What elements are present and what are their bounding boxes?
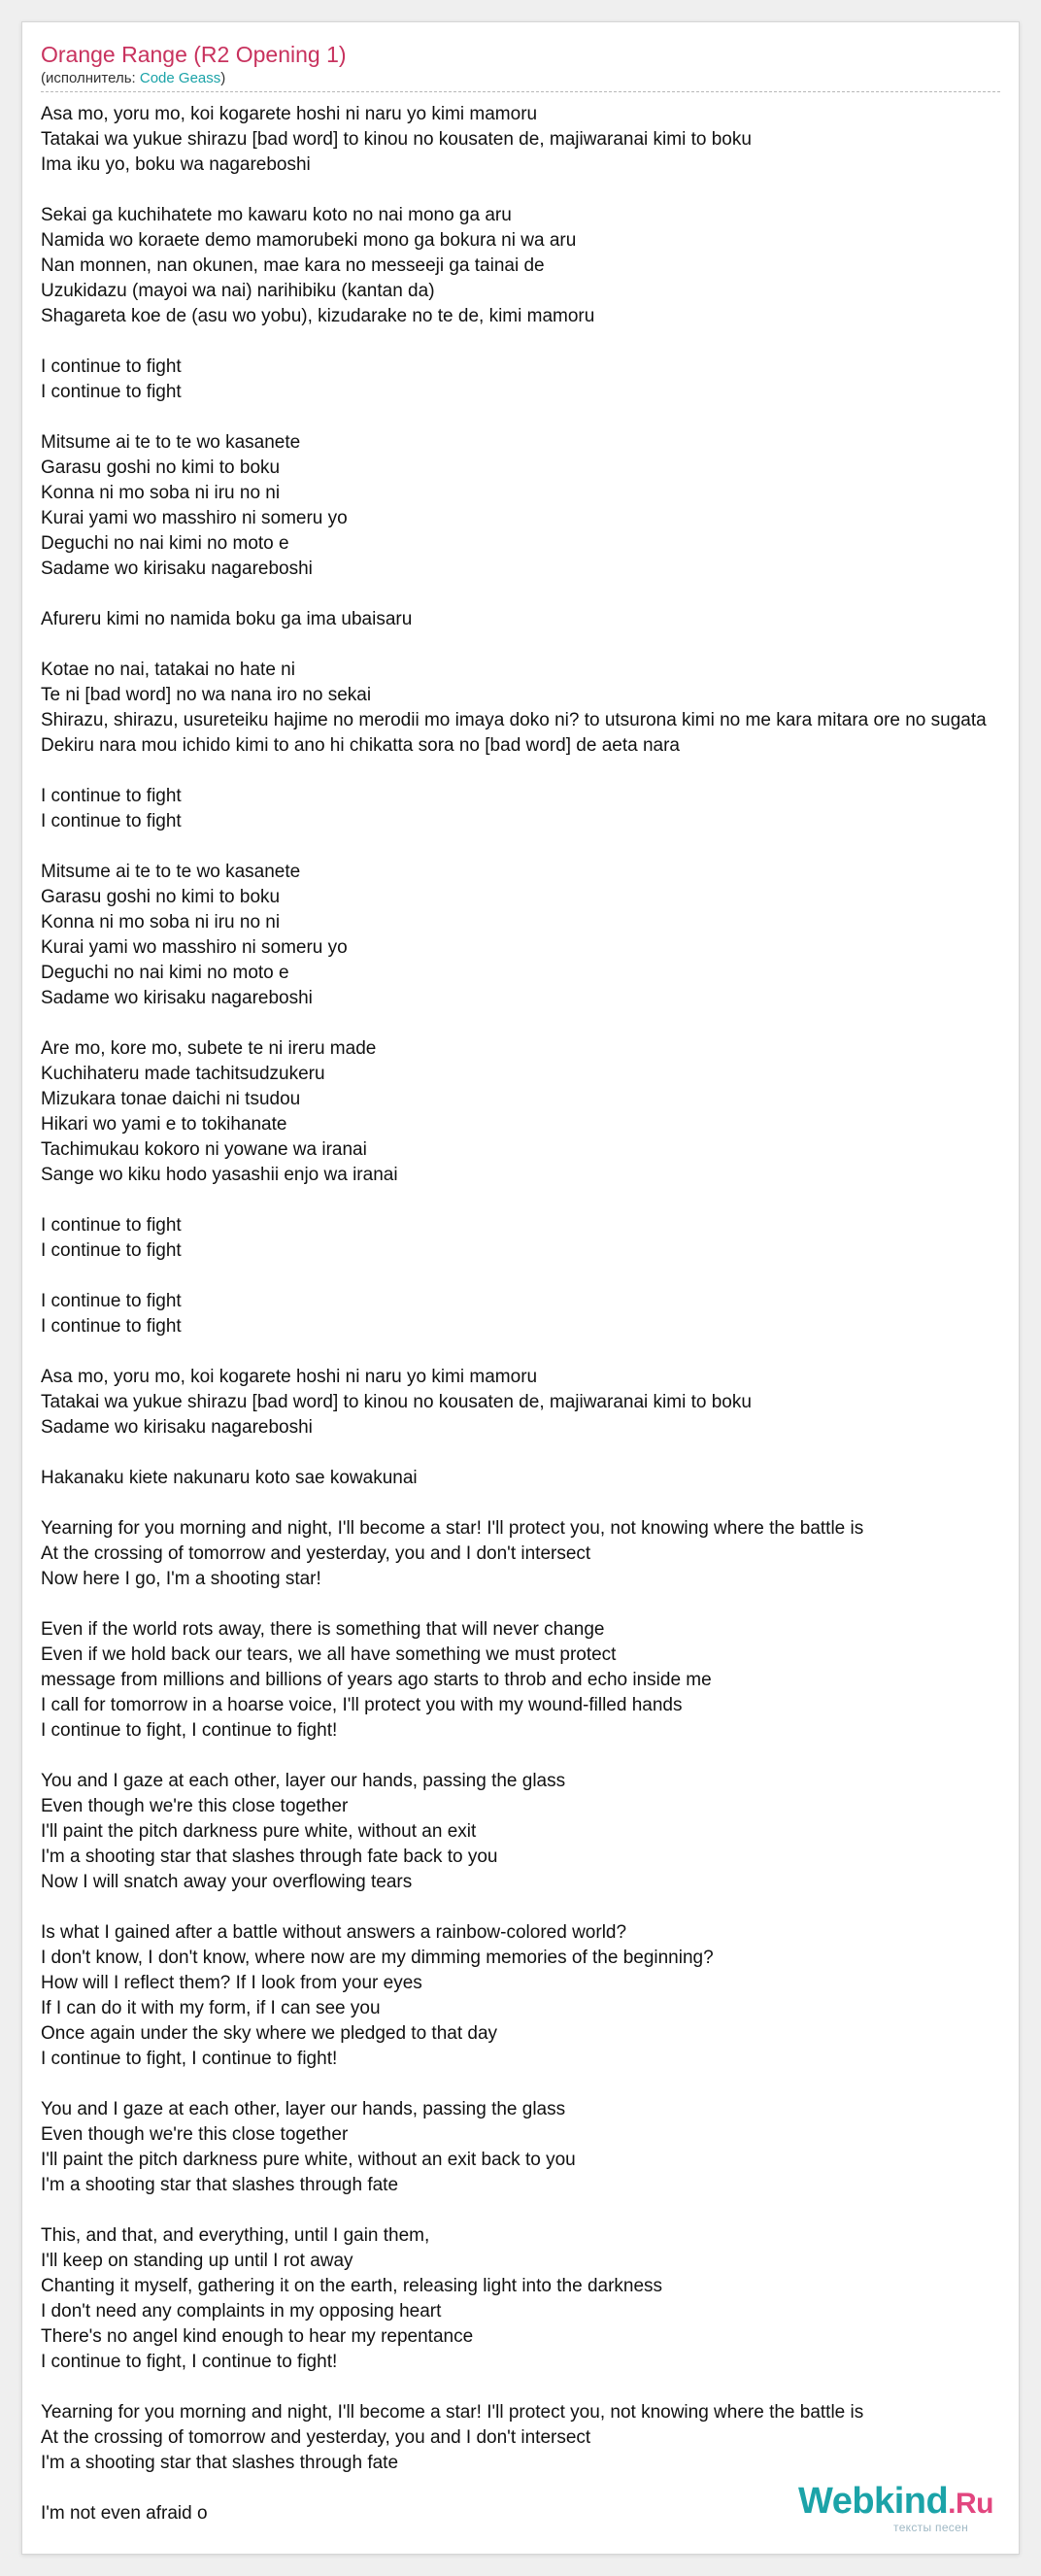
stanza-gap (41, 1744, 1020, 1769)
lyric-line: I'm a shooting star that slashes through fate (41, 2453, 399, 2473)
lyric-line: I continue to fight (41, 382, 182, 402)
lyric-line: Hakanaku kiete nakunaru koto sae kowakunai (41, 1468, 418, 1488)
lyrics-text (41, 102, 1020, 2526)
lyric-line: Garasu goshi no kimi to boku (41, 887, 281, 907)
artist-line (41, 70, 225, 87)
lyric-line: Even if the world rots away, there is something that will never change (41, 1619, 605, 1640)
lyric-line: Tatakai wa yukue shirazu [bad word] to kinou no kousaten de, majiwaranai kimi to boku (41, 129, 752, 150)
lyric-line: Garasu goshi no kimi to boku (41, 458, 281, 478)
lyric-line: Yearning for you morning and night, I'll become a star! I'll protect you, not knowing where the battle is (41, 2402, 864, 2423)
lyric-line: Namida wo koraete demo mamorubeki mono ga bokura ni wa aru (41, 230, 577, 251)
webkind-logo[interactable] (778, 2480, 993, 2536)
logo-tld: .Ru (948, 2488, 993, 2520)
lyric-line: Kurai yami wo masshiro ni someru yo (41, 937, 348, 958)
lyric-line: Even though we're this close together (41, 1796, 349, 1816)
lyric-line: Te ni [bad word] no wa nana iro no sekai (41, 685, 372, 705)
title-divider (41, 91, 1000, 92)
logo-wordmark (798, 2480, 993, 2525)
lyric-line: I continue to fight (41, 1316, 182, 1337)
lyric-line: I continue to fight (41, 786, 182, 806)
lyric-line: Dekiru nara mou ichido kimi to ano hi chikatta sora no [bad word] de aeta nara (41, 735, 680, 756)
lyric-line: I'm not even afraid o (41, 2503, 208, 2524)
lyric-line: I'm a shooting star that slashes through fate back to you (41, 1847, 498, 1867)
stanza-gap (41, 178, 1020, 203)
lyric-line: Deguchi no nai kimi no moto e (41, 533, 289, 554)
lyric-line: This, and that, and everything, until I gain them, (41, 2225, 430, 2246)
lyric-line: I'll paint the pitch darkness pure white, without an exit (41, 1821, 477, 1842)
lyric-line: There's no angel kind enough to hear my repentance (41, 2326, 474, 2347)
lyric-line: Now I will snatch away your overflowing tears (41, 1872, 413, 1892)
lyric-line: At the crossing of tomorrow and yesterday, you and I don't intersect (41, 2427, 591, 2448)
stanza-gap (41, 1011, 1020, 1036)
lyric-line: Mitsume ai te to te wo kasanete (41, 862, 301, 882)
logo-tagline: тексты песен (893, 2521, 968, 2534)
stanza-gap (41, 1441, 1020, 1466)
logo-name: Webkind (798, 2481, 949, 2522)
lyric-line: Tatakai wa yukue shirazu [bad word] to kinou no kousaten de, majiwaranai kimi to boku (41, 1392, 752, 1412)
lyric-line: Chanting it myself, gathering it on the earth, releasing light into the darkness (41, 2276, 663, 2296)
artist-suffix: ) (220, 70, 226, 86)
lyric-line: Are mo, kore mo, subete te ni ireru made (41, 1038, 377, 1059)
lyric-line: Is what I gained after a battle without answers a rainbow-colored world? (41, 1922, 627, 1943)
lyric-line: Yearning for you morning and night, I'll become a star! I'll protect you, not knowing where the battle is (41, 1518, 864, 1539)
lyric-line: Tachimukau kokoro ni yowane wa iranai (41, 1139, 367, 1160)
lyric-line: Sange wo kiku hodo yasashii enjo wa iranai (41, 1165, 398, 1185)
lyric-line: I continue to fight (41, 1291, 182, 1311)
stanza-gap (41, 2198, 1020, 2223)
lyric-line: Deguchi no nai kimi no moto e (41, 963, 289, 983)
song-title: Orange Range (R2 Opening 1) (41, 42, 347, 67)
lyric-line: You and I gaze at each other, layer our hands, passing the glass (41, 1771, 566, 1791)
lyric-line: Kuchihateru made tachitsudzukeru (41, 1064, 325, 1084)
lyric-line: Now here I go, I'm a shooting star! (41, 1569, 321, 1589)
lyric-line: Sadame wo kirisaku nagareboshi (41, 988, 313, 1008)
lyric-line: Hikari wo yami e to tokihanate (41, 1114, 287, 1135)
lyric-line: Konna ni mo soba ni iru no ni (41, 912, 281, 932)
lyric-line: Uzukidazu (mayoi wa nai) narihibiku (kantan da) (41, 281, 435, 301)
lyric-line: Sadame wo kirisaku nagareboshi (41, 559, 313, 579)
stanza-gap (41, 632, 1020, 658)
lyric-line: Konna ni mo soba ni iru no ni (41, 483, 281, 503)
stanza-gap (41, 759, 1020, 784)
lyric-line: I call for tomorrow in a hoarse voice, I'll protect you with my wound-filled hands (41, 1695, 683, 1715)
lyric-line: Once again under the sky where we pledged to that day (41, 2023, 498, 2044)
lyric-line: Sekai ga kuchihatete mo kawaru koto no nai mono ga aru (41, 205, 512, 225)
lyric-line: If I can do it with my form, if I can see you (41, 1998, 381, 2018)
lyric-line: I continue to fight, I continue to fight! (41, 1720, 338, 1741)
lyric-line: Even though we're this close together (41, 2124, 349, 2145)
lyric-line: Kotae no nai, tatakai no hate ni (41, 660, 295, 680)
lyric-line: message from millions and billions of years ago starts to throb and echo inside me (41, 1670, 712, 1690)
lyric-line: I'll keep on standing up until I rot away (41, 2251, 353, 2271)
lyric-line: I don't need any complaints in my opposing heart (41, 2301, 442, 2322)
lyric-line: At the crossing of tomorrow and yesterday, you and I don't intersect (41, 1543, 591, 1564)
stanza-gap (41, 1491, 1020, 1516)
lyric-line: I don't know, I don't know, where now are my dimming memories of the beginning? (41, 1948, 714, 1968)
lyric-line: Kurai yami wo masshiro ni someru yo (41, 508, 348, 528)
artist-prefix: (исполнитель: (41, 70, 140, 86)
lyrics-card (21, 21, 1020, 2555)
lyric-line: How will I reflect them? If I look from your eyes (41, 1973, 422, 1993)
lyric-line: I continue to fight, I continue to fight! (41, 2352, 338, 2372)
lyric-line: Mizukara tonae daichi ni tsudou (41, 1089, 301, 1109)
lyric-line: I continue to fight (41, 811, 182, 831)
lyric-line: You and I gaze at each other, layer our hands, passing the glass (41, 2099, 566, 2119)
artist-link[interactable]: Code Geass (139, 70, 221, 86)
stanza-gap (41, 582, 1020, 607)
lyric-line: Shagareta koe de (asu wo yobu), kizudarake no te de, kimi mamoru (41, 306, 595, 326)
stanza-gap (41, 329, 1020, 355)
lyric-line: Sadame wo kirisaku nagareboshi (41, 1417, 313, 1438)
lyric-line: I continue to fight, I continue to fight! (41, 2049, 338, 2069)
lyric-line: Ima iku yo, boku wa nagareboshi (41, 154, 311, 175)
lyric-line: I continue to fight (41, 1215, 182, 1236)
lyric-line: I continue to fight (41, 356, 182, 377)
lyric-line: I'll paint the pitch darkness pure white, without an exit back to you (41, 2150, 576, 2170)
stanza-gap (41, 405, 1020, 430)
stanza-gap (41, 1264, 1020, 1289)
lyric-line: I continue to fight (41, 1240, 182, 1261)
lyric-line: Even if we hold back our tears, we all have something we must protect (41, 1644, 617, 1665)
lyric-line: Asa mo, yoru mo, koi kogarete hoshi ni naru yo kimi mamoru (41, 104, 538, 124)
stanza-gap (41, 1188, 1020, 1213)
stanza-gap (41, 1592, 1020, 1617)
lyric-line: Asa mo, yoru mo, koi kogarete hoshi ni naru yo kimi mamoru (41, 1367, 538, 1387)
stanza-gap (41, 1339, 1020, 1365)
stanza-gap (41, 2375, 1020, 2400)
lyric-line: I'm a shooting star that slashes through fate (41, 2175, 399, 2195)
stanza-gap (41, 2072, 1020, 2097)
lyric-line: Mitsume ai te to te wo kasanete (41, 432, 301, 453)
lyric-line: Shirazu, shirazu, usureteiku hajime no merodii mo imaya doko ni? to utsurona kimi no me kara mitara ore no sugata (41, 710, 987, 730)
lyric-line: Nan monnen, nan okunen, mae kara no messeeji ga tainai de (41, 255, 545, 276)
lyric-line: Afureru kimi no namida boku ga ima ubaisaru (41, 609, 413, 629)
stanza-gap (41, 834, 1020, 860)
stanza-gap (41, 1895, 1020, 1920)
